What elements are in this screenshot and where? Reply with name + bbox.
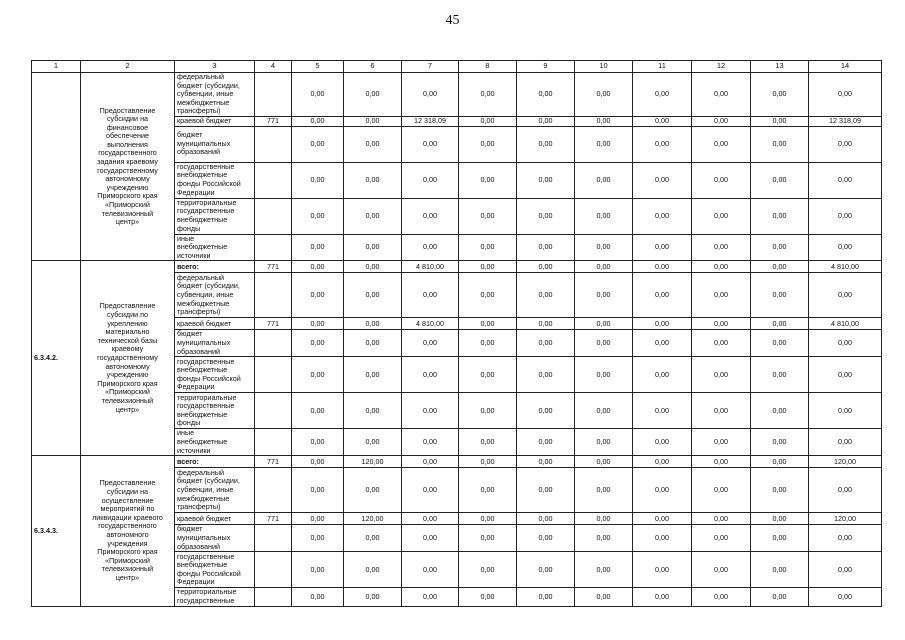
budget-code <box>255 198 292 234</box>
amount-cell: 0,00 <box>809 393 882 429</box>
amount-cell: 0,00 <box>344 552 402 588</box>
amount-cell: 0,00 <box>292 261 344 273</box>
amount-cell: 0,00 <box>633 126 692 162</box>
amount-cell: 0,00 <box>344 393 402 429</box>
amount-cell: 0,00 <box>402 456 459 468</box>
amount-cell: 0,00 <box>751 393 809 429</box>
amount-cell: 0,00 <box>292 429 344 456</box>
amount-cell: 0,00 <box>344 198 402 234</box>
amount-cell: 0,00 <box>344 525 402 552</box>
amount-cell: 0,00 <box>459 234 517 261</box>
amount-cell: 0,00 <box>575 468 633 513</box>
amount-cell: 0,00 <box>692 468 751 513</box>
amount-cell: 0,00 <box>459 318 517 330</box>
amount-cell: 0,00 <box>751 552 809 588</box>
amount-cell: 0,00 <box>517 429 575 456</box>
funding-source: федеральный бюджет (субсидии, субвенции, иные межбюджетные трансферты) <box>175 468 255 513</box>
budget-code <box>255 525 292 552</box>
amount-cell: 12 318,09 <box>809 116 882 126</box>
amount-cell: 0,00 <box>692 456 751 468</box>
amount-cell: 0,00 <box>517 513 575 525</box>
amount-cell: 0,00 <box>402 588 459 606</box>
funding-source: всего: <box>175 261 255 273</box>
column-header: 8 <box>459 61 517 73</box>
column-header: 2 <box>81 61 175 73</box>
amount-cell: 0,00 <box>402 162 459 198</box>
budget-code <box>255 468 292 513</box>
amount-cell: 0,00 <box>402 513 459 525</box>
funding-source: федеральный бюджет (субсидии, субвенции, иные межбюджетные трансферты) <box>175 273 255 318</box>
amount-cell: 0,00 <box>344 468 402 513</box>
amount-cell: 0,00 <box>292 513 344 525</box>
amount-cell: 0,00 <box>402 198 459 234</box>
amount-cell: 0,00 <box>633 357 692 393</box>
funding-source: краевой бюджет <box>175 513 255 525</box>
budget-code <box>255 357 292 393</box>
amount-cell: 0,00 <box>344 357 402 393</box>
amount-cell: 0,00 <box>517 330 575 357</box>
budget-code <box>255 393 292 429</box>
amount-cell: 0,00 <box>633 116 692 126</box>
column-header: 6 <box>344 61 402 73</box>
amount-cell: 0,00 <box>459 357 517 393</box>
amount-cell: 0,00 <box>575 552 633 588</box>
amount-cell: 0,00 <box>459 393 517 429</box>
amount-cell: 0,00 <box>517 273 575 318</box>
amount-cell: 0,00 <box>751 588 809 606</box>
amount-cell: 0,00 <box>575 456 633 468</box>
table-row <box>32 456 882 468</box>
amount-cell: 0,00 <box>633 330 692 357</box>
amount-cell: 0,00 <box>517 468 575 513</box>
amount-cell: 0,00 <box>402 468 459 513</box>
column-header: 4 <box>255 61 292 73</box>
amount-cell: 0,00 <box>575 525 633 552</box>
amount-cell: 0,00 <box>751 261 809 273</box>
amount-cell: 0,00 <box>292 552 344 588</box>
amount-cell: 0,00 <box>633 513 692 525</box>
amount-cell: 0,00 <box>459 126 517 162</box>
amount-cell: 0,00 <box>575 318 633 330</box>
funding-source: краевой бюджет <box>175 318 255 330</box>
budget-code <box>255 234 292 261</box>
amount-cell: 0,00 <box>692 261 751 273</box>
funding-source: иные внебюджетные источники <box>175 429 255 456</box>
amount-cell: 0,00 <box>633 318 692 330</box>
amount-cell: 0,00 <box>459 116 517 126</box>
funding-source: территориальные государственные <box>175 588 255 606</box>
amount-cell: 0,00 <box>517 393 575 429</box>
amount-cell: 0,00 <box>292 116 344 126</box>
amount-cell: 0,00 <box>402 357 459 393</box>
amount-cell: 0,00 <box>292 393 344 429</box>
item-description: Предоставление субсидии на осуществление мероприятий по ликвидации краевого государственного автономного учреждения Приморского края «Приморский телевизионный центр» <box>81 456 175 606</box>
amount-cell: 0,00 <box>459 162 517 198</box>
amount-cell: 0,00 <box>575 198 633 234</box>
amount-cell: 0,00 <box>751 126 809 162</box>
amount-cell: 0,00 <box>751 318 809 330</box>
amount-cell: 0,00 <box>344 116 402 126</box>
amount-cell: 0,00 <box>692 525 751 552</box>
amount-cell: 0,00 <box>692 318 751 330</box>
amount-cell: 0,00 <box>633 393 692 429</box>
amount-cell: 0,00 <box>633 261 692 273</box>
amount-cell: 0,00 <box>633 162 692 198</box>
amount-cell: 0,00 <box>751 162 809 198</box>
amount-cell: 0,00 <box>751 525 809 552</box>
amount-cell: 0,00 <box>692 273 751 318</box>
amount-cell: 0,00 <box>402 126 459 162</box>
budget-code <box>255 552 292 588</box>
amount-cell: 0,00 <box>459 525 517 552</box>
amount-cell: 0,00 <box>633 456 692 468</box>
funding-source: федеральный бюджет (субсидии, субвенции, иные межбюджетные трансферты) <box>175 73 255 117</box>
amount-cell: 0,00 <box>517 73 575 117</box>
amount-cell: 0,00 <box>575 330 633 357</box>
item-code <box>32 73 81 261</box>
amount-cell: 0,00 <box>344 126 402 162</box>
amount-cell: 0,00 <box>459 588 517 606</box>
amount-cell: 0,00 <box>517 552 575 588</box>
amount-cell: 120,00 <box>809 456 882 468</box>
amount-cell: 120,00 <box>809 513 882 525</box>
column-header: 13 <box>751 61 809 73</box>
amount-cell: 0,00 <box>633 468 692 513</box>
amount-cell: 0,00 <box>633 552 692 588</box>
amount-cell: 0,00 <box>575 357 633 393</box>
amount-cell: 0,00 <box>402 525 459 552</box>
amount-cell: 0,00 <box>633 588 692 606</box>
amount-cell: 0,00 <box>517 588 575 606</box>
amount-cell: 0,00 <box>344 234 402 261</box>
amount-cell: 0,00 <box>751 73 809 117</box>
amount-cell: 0,00 <box>575 513 633 525</box>
amount-cell: 0,00 <box>751 234 809 261</box>
amount-cell: 0,00 <box>751 116 809 126</box>
amount-cell: 0,00 <box>292 588 344 606</box>
budget-code <box>255 73 292 117</box>
amount-cell: 4 810,00 <box>402 261 459 273</box>
amount-cell: 0,00 <box>292 525 344 552</box>
amount-cell: 0,00 <box>459 552 517 588</box>
column-header: 7 <box>402 61 459 73</box>
amount-cell: 0,00 <box>809 588 882 606</box>
amount-cell: 0,00 <box>692 588 751 606</box>
funding-source: государственные внебюджетные фонды Российской Федерации <box>175 162 255 198</box>
amount-cell: 0,00 <box>292 234 344 261</box>
amount-cell: 0,00 <box>517 162 575 198</box>
funding-source: территориальные государственные внебюджетные фонды <box>175 393 255 429</box>
amount-cell: 0,00 <box>344 273 402 318</box>
amount-cell: 0,00 <box>459 456 517 468</box>
table-row <box>32 73 882 117</box>
funding-source: краевой бюджет <box>175 116 255 126</box>
amount-cell: 0,00 <box>575 588 633 606</box>
amount-cell: 0,00 <box>633 234 692 261</box>
amount-cell: 0,00 <box>459 513 517 525</box>
funding-source: территориальные государственные внебюджетные фонды <box>175 198 255 234</box>
amount-cell: 0,00 <box>751 468 809 513</box>
amount-cell: 0,00 <box>292 162 344 198</box>
amount-cell: 0,00 <box>575 261 633 273</box>
amount-cell: 0,00 <box>517 261 575 273</box>
amount-cell: 0,00 <box>809 468 882 513</box>
table-row <box>32 261 882 273</box>
amount-cell: 0,00 <box>809 273 882 318</box>
page-number: 45 <box>445 13 460 28</box>
amount-cell: 0,00 <box>809 357 882 393</box>
column-header: 11 <box>633 61 692 73</box>
item-code: 6.3.4.2. <box>32 261 81 456</box>
amount-cell: 0,00 <box>459 273 517 318</box>
amount-cell: 4 810,00 <box>402 318 459 330</box>
amount-cell: 120,00 <box>344 456 402 468</box>
budget-code: 771 <box>255 513 292 525</box>
budget-code <box>255 162 292 198</box>
funding-source: государственные внебюджетные фонды Российской Федерации <box>175 552 255 588</box>
amount-cell: 0,00 <box>292 456 344 468</box>
amount-cell: 0,00 <box>402 234 459 261</box>
amount-cell: 0,00 <box>692 73 751 117</box>
amount-cell: 0,00 <box>292 318 344 330</box>
amount-cell: 0,00 <box>692 513 751 525</box>
amount-cell: 0,00 <box>344 162 402 198</box>
amount-cell: 0,00 <box>517 198 575 234</box>
amount-cell: 0,00 <box>692 198 751 234</box>
amount-cell: 0,00 <box>575 393 633 429</box>
amount-cell: 0,00 <box>575 234 633 261</box>
amount-cell: 0,00 <box>633 429 692 456</box>
amount-cell: 0,00 <box>292 273 344 318</box>
column-header: 5 <box>292 61 344 73</box>
amount-cell: 0,00 <box>575 73 633 117</box>
funding-source: государственные внебюджетные фонды Российской Федерации <box>175 357 255 393</box>
amount-cell: 0,00 <box>402 393 459 429</box>
amount-cell: 0,00 <box>751 273 809 318</box>
amount-cell: 0,00 <box>751 456 809 468</box>
amount-cell: 0,00 <box>809 73 882 117</box>
amount-cell: 0,00 <box>292 357 344 393</box>
amount-cell: 0,00 <box>344 588 402 606</box>
amount-cell: 0,00 <box>292 198 344 234</box>
amount-cell: 0,00 <box>459 429 517 456</box>
funding-source: всего: <box>175 456 255 468</box>
amount-cell: 0,00 <box>751 513 809 525</box>
amount-cell: 0,00 <box>692 126 751 162</box>
amount-cell: 0,00 <box>692 330 751 357</box>
budget-code <box>255 273 292 318</box>
amount-cell: 0,00 <box>402 73 459 117</box>
amount-cell: 0,00 <box>459 198 517 234</box>
budget-code: 771 <box>255 261 292 273</box>
amount-cell: 0,00 <box>751 330 809 357</box>
amount-cell: 0,00 <box>809 162 882 198</box>
amount-cell: 0,00 <box>692 116 751 126</box>
column-header: 14 <box>809 61 882 73</box>
amount-cell: 0,00 <box>344 318 402 330</box>
amount-cell: 0,00 <box>809 429 882 456</box>
amount-cell: 4 810,00 <box>809 318 882 330</box>
amount-cell: 0,00 <box>751 429 809 456</box>
column-header: 3 <box>175 61 255 73</box>
amount-cell: 0,00 <box>575 116 633 126</box>
amount-cell: 0,00 <box>633 73 692 117</box>
amount-cell: 0,00 <box>517 126 575 162</box>
funding-source: иные внебюджетные источники <box>175 234 255 261</box>
column-header: 1 <box>32 61 81 73</box>
amount-cell: 0,00 <box>402 273 459 318</box>
amount-cell: 0,00 <box>402 429 459 456</box>
budget-code <box>255 330 292 357</box>
item-description: Предоставление субсидии на финансовое обеспечение выполнения государственного задания краевому государственному автономному учреждению Приморского края «Приморский телевизионный центр» <box>81 73 175 261</box>
amount-cell: 0,00 <box>517 234 575 261</box>
amount-cell: 0,00 <box>575 273 633 318</box>
budget-code <box>255 429 292 456</box>
table-header-row <box>32 61 882 73</box>
amount-cell: 0,00 <box>292 73 344 117</box>
amount-cell: 0,00 <box>292 126 344 162</box>
amount-cell: 0,00 <box>344 429 402 456</box>
amount-cell: 0,00 <box>692 552 751 588</box>
amount-cell: 0,00 <box>292 468 344 513</box>
item-description: Предоставление субсидии по укреплению материально технической базы краевому государственному автономному учреждению Приморского края «Приморский телевизионный центр» <box>81 261 175 456</box>
amount-cell: 0,00 <box>809 126 882 162</box>
funding-source: бюджет муниципальных образований <box>175 330 255 357</box>
budget-table <box>31 60 882 607</box>
amount-cell: 0,00 <box>459 468 517 513</box>
amount-cell: 0,00 <box>692 357 751 393</box>
amount-cell: 0,00 <box>459 330 517 357</box>
funding-source: бюджет муниципальных образований <box>175 525 255 552</box>
amount-cell: 0,00 <box>292 330 344 357</box>
amount-cell: 0,00 <box>459 261 517 273</box>
amount-cell: 0,00 <box>809 198 882 234</box>
amount-cell: 0,00 <box>692 429 751 456</box>
amount-cell: 0,00 <box>517 116 575 126</box>
amount-cell: 0,00 <box>517 456 575 468</box>
amount-cell: 0,00 <box>692 393 751 429</box>
amount-cell: 0,00 <box>809 234 882 261</box>
column-header: 12 <box>692 61 751 73</box>
column-header: 9 <box>517 61 575 73</box>
funding-source: бюджет муниципальных образований <box>175 126 255 162</box>
amount-cell: 0,00 <box>344 330 402 357</box>
budget-code <box>255 588 292 606</box>
item-code: 6.3.4.3. <box>32 456 81 606</box>
amount-cell: 0,00 <box>575 162 633 198</box>
amount-cell: 0,00 <box>692 234 751 261</box>
amount-cell: 0,00 <box>633 273 692 318</box>
amount-cell: 0,00 <box>633 525 692 552</box>
amount-cell: 0,00 <box>402 552 459 588</box>
budget-code: 771 <box>255 318 292 330</box>
amount-cell: 0,00 <box>809 552 882 588</box>
amount-cell: 0,00 <box>633 198 692 234</box>
amount-cell: 4 810,00 <box>809 261 882 273</box>
amount-cell: 0,00 <box>344 261 402 273</box>
amount-cell: 0,00 <box>575 429 633 456</box>
amount-cell: 0,00 <box>809 525 882 552</box>
amount-cell: 0,00 <box>575 126 633 162</box>
amount-cell: 120,00 <box>344 513 402 525</box>
amount-cell: 0,00 <box>517 525 575 552</box>
amount-cell: 0,00 <box>517 318 575 330</box>
column-header: 10 <box>575 61 633 73</box>
amount-cell: 0,00 <box>751 198 809 234</box>
amount-cell: 0,00 <box>402 330 459 357</box>
amount-cell: 0,00 <box>344 73 402 117</box>
budget-code: 771 <box>255 456 292 468</box>
amount-cell: 0,00 <box>809 330 882 357</box>
amount-cell: 0,00 <box>692 162 751 198</box>
budget-code: 771 <box>255 116 292 126</box>
budget-code <box>255 126 292 162</box>
amount-cell: 0,00 <box>751 357 809 393</box>
amount-cell: 0,00 <box>459 73 517 117</box>
amount-cell: 0,00 <box>517 357 575 393</box>
amount-cell: 12 318,09 <box>402 116 459 126</box>
